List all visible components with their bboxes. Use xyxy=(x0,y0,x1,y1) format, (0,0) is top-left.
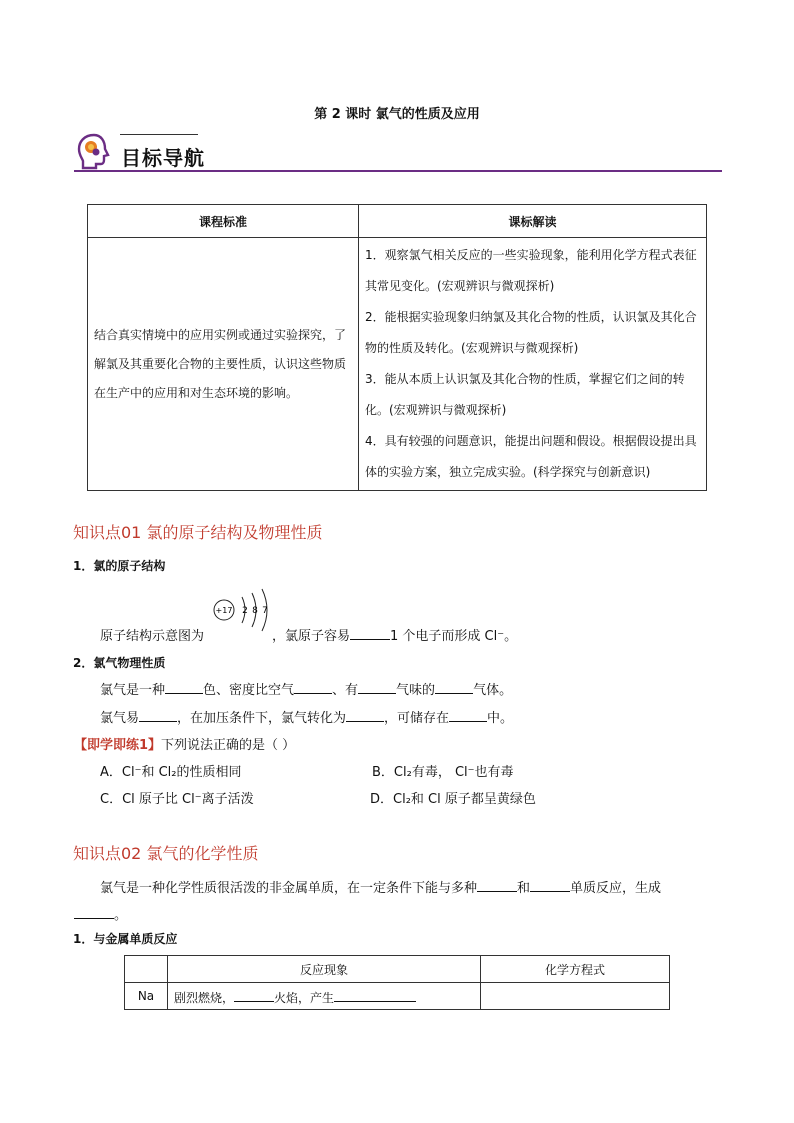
text-fragment: ，可储存在 xyxy=(384,711,450,726)
atom-shell-2: 8 xyxy=(252,606,258,616)
blank xyxy=(334,987,416,1002)
text-fragment: 氯气是一种 xyxy=(100,683,166,698)
blank xyxy=(530,877,570,892)
text-fragment: 中。 xyxy=(487,711,514,726)
table-cell-phenomenon xyxy=(168,983,481,1010)
subheading-atomic-structure: 1．氯的原子结构 xyxy=(73,559,166,573)
table-cell-equation xyxy=(481,983,670,1010)
exercise-question: 下列说法正确的是（ ） xyxy=(161,738,296,753)
table-header-standard: 课程标准 xyxy=(88,205,359,238)
blank xyxy=(350,625,390,640)
structure-text-b: ，氯原子容易 xyxy=(272,629,351,644)
blank xyxy=(165,679,203,694)
text-fragment: 气味的 xyxy=(396,683,436,698)
option-a: A．Cl⁻和 Cl₂的性质相同 xyxy=(100,765,242,780)
knowledge-point-2-title: 知识点02 氯气的化学性质 xyxy=(73,844,259,863)
text-fragment: 剧烈燃烧， xyxy=(174,990,235,1005)
text-fragment: ，在加压条件下，氯气转化为 xyxy=(177,711,347,726)
interpretation-item: 4．具有较强的问题意识，能提出问题和假设。根据假设提出具体的实验方案，独立完成实验。(科学探究与创新意识) xyxy=(365,434,697,479)
option-d: D．Cl₂和 Cl 原子都呈黄绿色 xyxy=(370,792,536,807)
table-header-phenomenon: 反应现象 xyxy=(168,956,481,983)
blank xyxy=(358,679,396,694)
table-header-interpretation: 课标解读 xyxy=(359,205,707,238)
blank xyxy=(294,679,332,694)
blank xyxy=(139,707,177,722)
physical-line-2 xyxy=(100,707,513,726)
text-fragment: 。 xyxy=(114,908,128,923)
text-fragment: 和 xyxy=(517,881,531,896)
exercise-tag: 【即学即练1】 xyxy=(74,738,162,753)
atom-shell-1: 2 xyxy=(242,606,248,616)
text-fragment: 气体。 xyxy=(473,683,513,698)
structure-line-a: 原子结构示意图为 xyxy=(100,629,205,644)
blank xyxy=(477,877,517,892)
table-corner xyxy=(125,956,168,983)
blank xyxy=(435,679,473,694)
text-fragment: 火焰，产生 xyxy=(274,990,335,1005)
text-fragment: 单质反应，生成 xyxy=(570,881,662,896)
table-header-equation: 化学方程式 xyxy=(481,956,670,983)
knowledge-point-1-title: 知识点01 氯的原子结构及物理性质 xyxy=(73,523,323,542)
atom-shell-3: 7 xyxy=(262,606,268,616)
interpretation-cell xyxy=(359,238,707,491)
subheading-metal-reaction: 1．与金属单质反应 xyxy=(73,932,178,946)
chemical-intro-line-1 xyxy=(100,877,661,896)
option-c: C．Cl 原子比 Cl⁻离子活泼 xyxy=(100,792,254,807)
physical-line-1 xyxy=(100,679,512,698)
blank xyxy=(234,987,274,1002)
structure-line xyxy=(272,625,517,644)
standards-table xyxy=(87,204,707,491)
blank xyxy=(74,904,114,919)
table-row-element: Na xyxy=(125,983,168,1010)
text-fragment: 色、密度比空气 xyxy=(203,683,295,698)
section-rule xyxy=(74,170,722,172)
structure-text-c: 1 个电子而形成 Cl⁻。 xyxy=(390,629,518,644)
metal-reaction-table xyxy=(124,955,670,1010)
blank xyxy=(449,707,487,722)
interpretation-item: 2．能根据实验现象归纳氯及其化合物的性质，认识氯及其化合物的性质及转化。(宏观辨识与微观探析) xyxy=(365,310,697,355)
text-fragment: 、有 xyxy=(332,683,359,698)
section-header: 目标导航 xyxy=(121,146,205,170)
exercise-1 xyxy=(74,734,295,753)
header-divider-short xyxy=(120,134,198,135)
chemical-intro-line-2 xyxy=(74,904,127,923)
atom-nucleus-label: +17 xyxy=(215,606,233,615)
text-fragment: 氯气是一种化学性质很活泼的非金属单质，在一定条件下能与多种 xyxy=(100,881,478,896)
option-b: B．Cl₂有毒， Cl⁻也有毒 xyxy=(372,765,514,780)
interpretation-item: 1．观察氯气相关反应的一些实验现象，能利用化学方程式表征其常见变化。(宏观辨识与微观探析) xyxy=(365,248,697,293)
subheading-physical-properties: 2．氯气物理性质 xyxy=(73,656,166,670)
text-fragment: 氯气易 xyxy=(100,711,140,726)
brain-head-icon xyxy=(74,131,114,171)
interpretation-item: 3．能从本质上认识氯及其化合物的性质，掌握它们之间的转化。(宏观辨识与微观探析) xyxy=(365,372,685,417)
blank xyxy=(346,707,384,722)
page-title: 第 2 课时 氯气的性质及应用 xyxy=(314,107,480,122)
standard-text: 结合真实情境中的应用实例或通过实验探究，了解氯及其重要化合物的主要性质，认识这些物质在生产中的应用和对生态环境的影响。 xyxy=(88,238,359,491)
